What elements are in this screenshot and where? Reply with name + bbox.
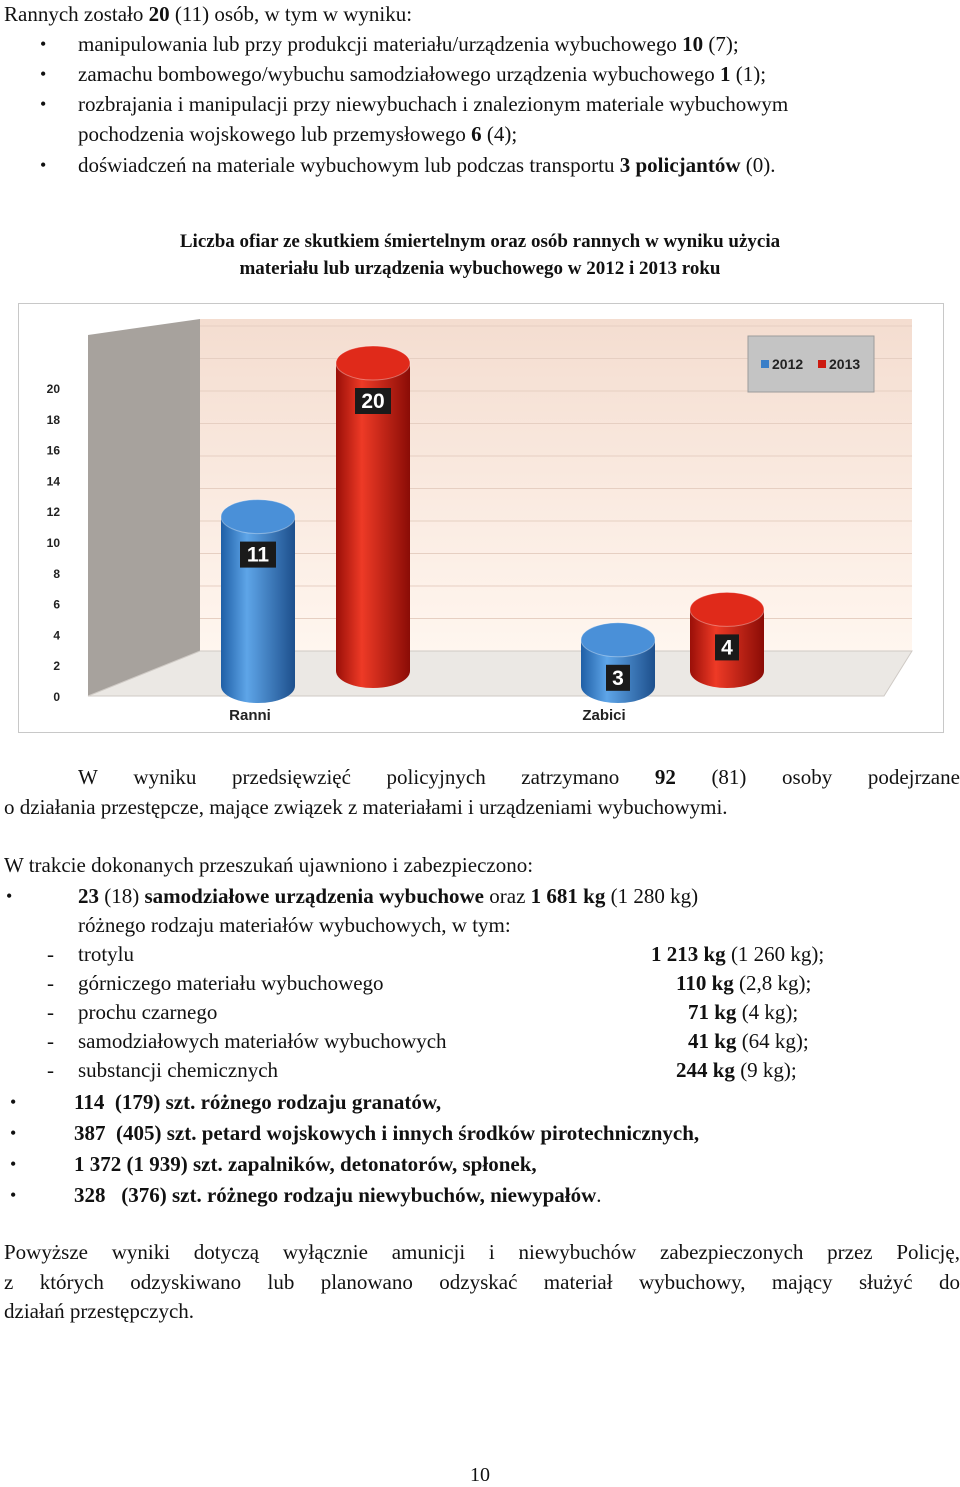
intro-item-1: manipulowania lub przy produkcji materiału/urządzenia wybuchowego 10 (7); xyxy=(78,32,739,56)
chart-title-line-1: Liczba ofiar ze skutkiem śmiertelnym oraz osób rannych w wyniku użycia xyxy=(179,231,781,252)
bullet: • xyxy=(40,155,47,175)
material-name: samodziałowych materiałów wybuchowych xyxy=(78,1029,447,1053)
para3-line-2: z których odzyskiwano lub planowano odzyskać materiał wybuchowy, mający służyć do xyxy=(4,1270,960,1294)
material-amount: 41 kg (64 kg); xyxy=(688,1029,809,1053)
y-tick-label: 2 xyxy=(53,659,60,674)
para2-main: 23 (18) samodziałowe urządzenia wybuchowe oraz 1 681 kg (1 280 kg) xyxy=(78,884,699,908)
y-tick-label: 14 xyxy=(46,474,60,489)
bar-top xyxy=(690,592,764,626)
material-name: substancji chemicznych xyxy=(78,1058,279,1082)
y-tick-label: 18 xyxy=(46,412,60,427)
extra-item-3: 1 372 (1 939) szt. zapalników, detonatorów, spłonek, xyxy=(74,1152,537,1176)
extra-item-4: 328 (376) szt. różnego rodzaju niewybuchów, niewypałów. xyxy=(74,1183,602,1207)
intro-item-3-cont: pochodzenia wojskowego lub przemysłowego 6 (4); xyxy=(78,122,518,146)
bullet: • xyxy=(10,1185,17,1205)
chart xyxy=(18,303,944,733)
legend-swatch-2013 xyxy=(818,360,826,368)
material-amount: 110 kg (2,8 kg); xyxy=(676,971,812,995)
chart-floor xyxy=(88,651,912,696)
legend-label-2013: 2013 xyxy=(829,356,861,372)
intro-lead: Rannych zostało 20 (11) osób, w tym w wyniku: xyxy=(4,2,413,26)
bar-2012-Zabici xyxy=(581,623,655,703)
dash: - xyxy=(47,942,54,966)
y-tick-label: 10 xyxy=(46,536,60,550)
extra-item-1: 114 (179) szt. różnego rodzaju granatów, xyxy=(74,1090,442,1114)
dash: - xyxy=(47,971,54,995)
x-category-label: Ranni xyxy=(229,707,271,724)
bullet: • xyxy=(40,34,47,54)
y-tick-label: 20 xyxy=(46,382,60,396)
bar-2013-Ranni xyxy=(336,346,410,688)
legend-label-2012: 2012 xyxy=(772,356,804,372)
value-label: 20 xyxy=(361,390,385,413)
dash: - xyxy=(47,1029,54,1053)
y-tick-label: 8 xyxy=(53,566,60,581)
material-name: górniczego materiału wybuchowego xyxy=(78,971,384,995)
intro-item-4: doświadczeń na materiale wybuchowym lub podczas transportu 3 policjantów (0). xyxy=(78,153,776,177)
bullet: • xyxy=(10,1123,17,1143)
y-tick-label: 4 xyxy=(53,628,60,643)
y-tick-label: 6 xyxy=(53,597,60,612)
value-label: 4 xyxy=(721,636,733,660)
value-label: 11 xyxy=(246,543,270,567)
legend-swatch-2012 xyxy=(761,360,769,368)
para3-line-3: działań przestępczych. xyxy=(4,1299,195,1323)
chart-side-wall xyxy=(88,319,200,696)
para1-line-2: o działania przestępcze, mające związek z materiałami i urządzeniami wybuchowymi. xyxy=(4,795,728,819)
extra-item-2: 387 (405) szt. petard wojskowych i innych środków pirotechnicznych, xyxy=(74,1121,700,1145)
intro-item-3: rozbrajania i manipulacji przy niewybuchach i znalezionym materiale wybuchowym xyxy=(78,92,789,116)
intro-item-2: zamachu bombowego/wybuchu samodziałowego urządzenia wybuchowego 1 (1); xyxy=(78,62,767,86)
material-amount: 244 kg (9 kg); xyxy=(676,1058,797,1082)
bar-2013-Zabici xyxy=(690,592,764,688)
bar-top xyxy=(221,500,295,534)
para2-main-cont: różnego rodzaju materiałów wybuchowych, w tym: xyxy=(78,913,511,937)
para1-line-1: W wyniku przedsięwzięć policyjnych zatrzymano 92 (81) osoby podejrzane xyxy=(78,765,960,789)
bullet: • xyxy=(40,64,47,84)
material-amount: 1 213 kg (1 260 kg); xyxy=(651,942,825,966)
x-category-label: Zabici xyxy=(582,707,626,724)
page-number: 10 xyxy=(470,1464,490,1486)
value-label: 3 xyxy=(612,666,624,690)
para3-line-1: Powyższe wyniki dotyczą wyłącznie amunicji i niewybuchów zabezpieczonych przez Policję, xyxy=(4,1240,960,1264)
material-name: prochu czarnego xyxy=(78,1000,218,1024)
para2-lead: W trakcie dokonanych przeszukań ujawniono i zabezpieczono: xyxy=(4,853,534,877)
chart-legend xyxy=(748,336,874,392)
material-amount: 71 kg (4 kg); xyxy=(688,1000,799,1024)
bullet: • xyxy=(10,1092,17,1112)
bullet: • xyxy=(40,94,47,114)
bullet: • xyxy=(10,1154,17,1174)
bar-top xyxy=(336,346,410,380)
bullet: • xyxy=(6,886,13,906)
chart-title-line-2: materiału lub urządzenia wybuchowego w 2012 i 2013 roku xyxy=(239,258,721,279)
bar-top xyxy=(581,623,655,657)
dash: - xyxy=(47,1000,54,1024)
bar-2012-Ranni xyxy=(221,500,295,703)
y-tick-label: 0 xyxy=(53,690,60,704)
dash: - xyxy=(47,1058,54,1082)
material-name: trotylu xyxy=(78,942,134,966)
y-tick-label: 16 xyxy=(46,443,60,458)
y-tick-label: 12 xyxy=(46,505,60,520)
